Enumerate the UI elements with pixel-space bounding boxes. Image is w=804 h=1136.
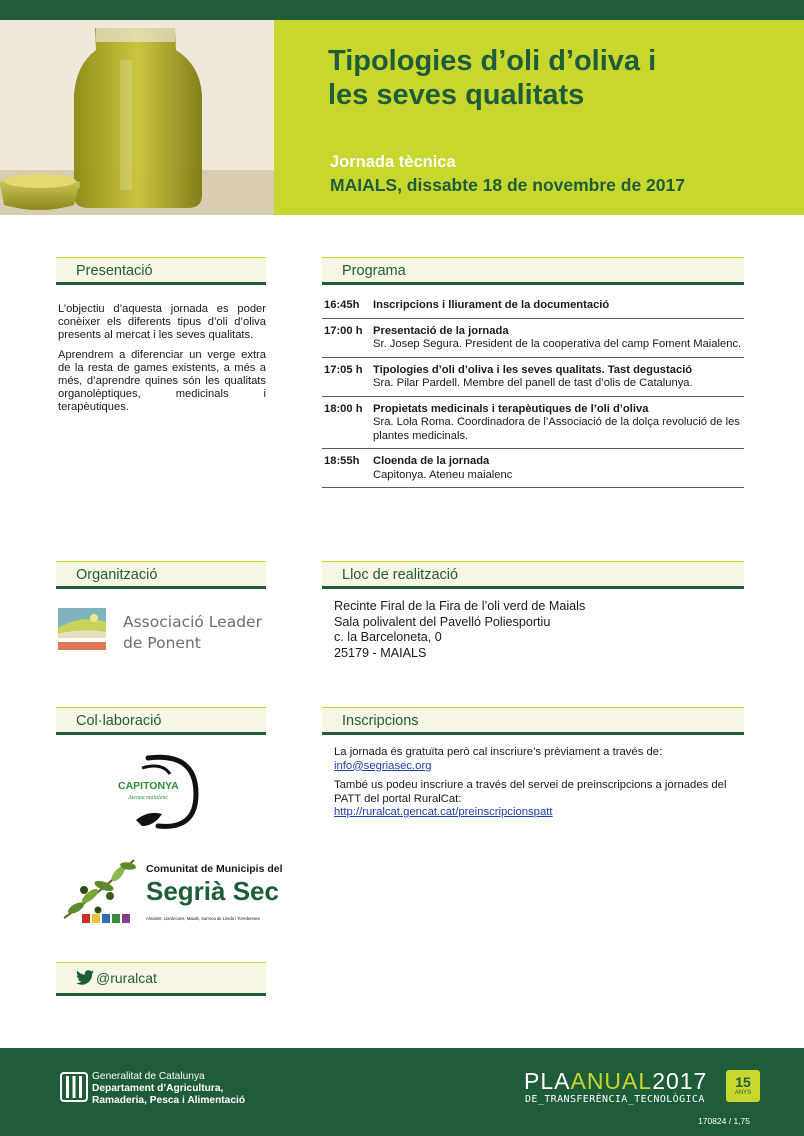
- segria-line-2: Segrià Sec: [146, 876, 279, 906]
- generalitat-logo: [60, 1072, 88, 1102]
- paragraph: Aprendrem a diferenciar un verge extra de la resta de games existents, a més a més, d’aprendre quines són les qualitats organolèptiques, medicinals i terapèutiques.: [58, 348, 266, 414]
- section-title: Inscripcions: [342, 713, 419, 729]
- gen-line: Ramaderia, Pesca i Alimentació: [92, 1095, 246, 1106]
- program-detail: Sr. Josep Segura. President de la cooperativa del camp Foment Maialenc.: [373, 338, 742, 350]
- olive-oil-photo: [0, 20, 274, 215]
- program-time: 18:55h: [324, 455, 360, 467]
- program-title: Presentació de la jornada: [373, 324, 509, 337]
- program-item: [322, 293, 744, 319]
- paragraph: L’objectiu d’aquesta jornada es poder conèixer els diferents tipus d’oli d’oliva presents al mercat i les seves qualitats.: [58, 303, 266, 342]
- section-title: Programa: [342, 263, 406, 279]
- program-time: 17:00 h: [324, 324, 363, 337]
- hero-title-panel: [274, 20, 804, 215]
- event-date: MAIALS, dissabte 18 de novembre de 2017: [330, 175, 685, 195]
- section-title: Lloc de realització: [342, 567, 459, 583]
- segria-sec-logo: [60, 856, 283, 926]
- title-line-2: les seves qualitats: [328, 79, 585, 111]
- top-bar: [0, 0, 804, 20]
- presentacio-text: [58, 303, 266, 421]
- generalitat-text: [92, 1071, 245, 1107]
- program-item: [322, 449, 744, 488]
- section-header-inscripcions: [322, 707, 744, 735]
- badge-number: 15: [735, 1074, 751, 1090]
- program-detail: Sra. Pilar Pardell. Membre del panell de tast d’olis de Catalunya.: [373, 377, 693, 389]
- gen-line: Departament d’Agricultura,: [92, 1083, 224, 1094]
- event-type: Jornada tècnica: [330, 153, 456, 171]
- program-item: [322, 319, 744, 358]
- twitter-bird-icon: [76, 970, 94, 985]
- section-title: Presentació: [76, 263, 153, 279]
- address-line: 25179 - MAIALS: [334, 645, 427, 660]
- anniversary-badge: [726, 1070, 760, 1102]
- page-title: [328, 44, 768, 112]
- address-line: c. la Barceloneta, 0: [334, 630, 442, 644]
- program-time: 16:45h: [324, 299, 360, 311]
- section-header-programa: [322, 257, 744, 285]
- program-detail: Capitonya. Ateneu maialenc: [373, 468, 513, 481]
- registration-url-link[interactable]: http://ruralcat.gencat.cat/preinscripcionspatt: [334, 806, 553, 818]
- org-name-line: de Ponent: [123, 634, 201, 652]
- gen-line: Generalitat de Catalunya: [92, 1071, 205, 1082]
- pla-anual-logo: [524, 1068, 707, 1094]
- section-header-presentacio: [56, 257, 266, 285]
- program-title: Cloenda de la jornada: [373, 455, 490, 467]
- program-title: Inscripcions i lliurament de la documentació: [373, 299, 610, 311]
- segria-line-3: Almatret, Llardecans, Maials, Sarroca de Lleida i Torrebesses: [146, 916, 260, 921]
- inscripcions-text: [334, 746, 746, 826]
- paragraph: La jornada és gratuïta però cal inscriure’s prèviament a través de:: [334, 746, 663, 758]
- pla-part: PLA: [524, 1068, 571, 1094]
- address-line: Sala polivalent del Pavelló Poliesportiu: [334, 614, 551, 629]
- program-time: 17:05 h: [324, 363, 363, 376]
- program-title: Tipologies d’oli d’oliva i les seves qualitats. Tast degustació: [373, 363, 693, 376]
- capitonya-logo: [118, 752, 204, 832]
- program-item: [322, 397, 744, 450]
- section-title: Col·laboració: [76, 713, 162, 729]
- document-code: 170824 / 1,75: [698, 1116, 750, 1126]
- capitonya-subtitle: Ateneu maialenc: [128, 795, 169, 801]
- footer: [0, 1048, 804, 1136]
- address-line: Recinte Firal de la Fira de l’oli verd de Maials: [334, 599, 586, 613]
- org-name-line: Associació Leader: [123, 613, 262, 631]
- anual-part: ANUAL: [570, 1068, 653, 1094]
- pla-subtitle: DE_TRANSFERÈNCIA_TECNOLÒGICA: [525, 1094, 705, 1105]
- program-time: 18:00 h: [324, 402, 363, 415]
- venue-address: [334, 599, 585, 661]
- program-title: Propietats medicinals i terapèutiques de l’oli d’oliva: [373, 402, 649, 415]
- program-list: [322, 293, 744, 488]
- twitter-handle-box[interactable]: [56, 962, 266, 996]
- program-item: [322, 358, 744, 397]
- section-header-organitzacio: [56, 561, 266, 589]
- segria-line-1: Comunitat de Municipis del: [146, 863, 283, 875]
- title-line-1: Tipologies d’oli d’oliva i: [328, 45, 657, 77]
- leader-ponent-name: [123, 612, 262, 654]
- capitonya-name: CAPITONYA: [118, 780, 179, 792]
- program-detail: Sra. Lola Roma. Coordinadora de l’Associació de la dolça revolució de les plantes medicinals.: [373, 416, 740, 442]
- section-header-lloc: [322, 561, 744, 589]
- section-title: Organització: [76, 567, 158, 583]
- pla-year: 2017: [652, 1068, 708, 1094]
- email-link[interactable]: info@segriasec.org: [334, 759, 432, 772]
- badge-label: ANYS: [734, 1090, 752, 1096]
- twitter-handle: @ruralcat: [96, 970, 157, 986]
- leader-ponent-logo: [58, 608, 106, 652]
- section-header-collaboracio: [56, 707, 266, 735]
- paragraph: També us podeu inscriure a través del servei de preinscripcions a jornades del PATT del portal RuralCat:: [334, 779, 727, 805]
